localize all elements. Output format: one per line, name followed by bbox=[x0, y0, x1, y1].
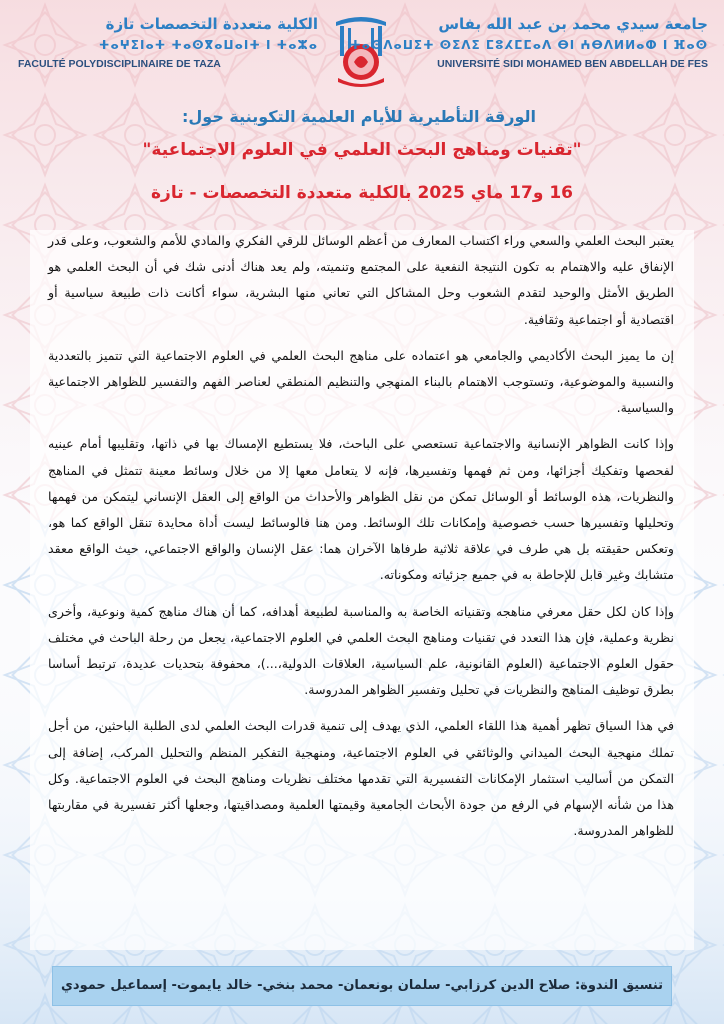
university-name-arabic: جامعة سيدي محمد بن عبد الله بفاس bbox=[438, 15, 708, 33]
paragraph: وإذا كانت الظواهر الإنسانية والاجتماعية تستعصي على الباحث، فلا يستطيع الإمساك بها في ذاتها، وتقليبها أمام عينيه لفحصها وتفكيك أجزائها، ومن ثم فهمها وتفسيرها، فإنه لا يتعامل معها إلا من خلال وسائط معينة تتمثل في المناهج والنظريات، هذه الوسائط أو الوسائل تمكن من نقل الظواهر والأحداث من الواقع إلى العقل الإنساني ليتمكن من فهمها وتحليلها وتفسيرها حسب خصوصية وإمكانات تلك الوسائط. ومن هنا فالوسائط ليست أداة محايدة تنقل الواقع كما هو، وتعكس حقيقته بل هي طرف في علاقة ثلاثية طرفاها الآخران هما: عقل الإنسان والواقع الاجتماعي، حيث الواقع معقد متشابك وغير قابل للإحاطة به في جميع جزئياته ومكوناته. bbox=[48, 436, 674, 583]
document-title-intro: الورقة التأطيرية للأيام العلمية التكوينية حول: bbox=[182, 107, 536, 126]
paragraph: إن ما يميز البحث الأكاديمي والجامعي هو اعتماده على مناهج البحث العلمي في العلوم الاجتماعية التي تتميز بالتعددية والنسبية والموضوعية، وتستوجب الاهتمام بالبناء المنهجي والتنظيم المنطقي لعناصر الفهم والتفسير للظواهر الاجتماعية والسياسية. bbox=[48, 347, 674, 416]
paragraph: وإذا كان لكل حقل معرفي مناهجه وتقنياته الخاصة به والمناسبة لطبيعة أهدافه، كما أن هناك مناهج كمية ونوعية، وأخرى نظرية وعملية، فإن هذا التعدد في تقنيات ومناهج البحث العلمي في العلوم الاجتماعية، يجعل من رحلة الباحث في مختلف حقول العلوم الاجتماعية (العلوم القانونية، علم السياسية، العلاقات الدولية،...)، محفوفة بتحديات عديدة، ترتبط أساسا بطرق توظيف المناهج والنظريات في تحليل وتفسير الظواهر المدروسة. bbox=[48, 603, 674, 698]
faculty-header bbox=[18, 14, 318, 72]
faculty-name-french: FACULTÉ POLYDISCIPLINAIRE DE TAZA bbox=[18, 58, 221, 70]
faculty-name-arabic: الكلية متعددة التخصصات تازة bbox=[105, 15, 318, 33]
faculty-name-tifinagh: ⵜⴰⵖⵉⵏⴰⵜ ⵜⴰⵙⴳⴰⵡⴰⵏⵜ ⵏ ⵜⴰⵣⴰ bbox=[98, 38, 318, 52]
university-header bbox=[350, 14, 708, 72]
coordination-footer: تنسيق الندوة: صلاح الدين كرزابي- سلمان بونعمان- محمد بنخي- خالد يايموت- إسماعيل حمودي bbox=[52, 966, 672, 1006]
document-title-date-venue: 16 و17 ماي 2025 بالكلية متعددة التخصصات - تازة bbox=[151, 183, 573, 203]
paragraph: في هذا السياق تظهر أهمية هذا اللقاء العلمي، الذي يهدف إلى تنمية قدرات البحث العلمي لدى الطلبة الباحثين، من أجل تملك منهجية البحث الميداني والوثائقي في العلوم الاجتماعية، ومنهجية التفكير المنظم والتحليل المركب، إضافة إلى التمكن من أساليب استثمار الإمكانات التفسيرية التي تقدمها مختلف نظريات ومناهج البحث في العلوم الاجتماعية. وكل هذا من شأنه الإسهام في الرفع من جودة الأبحاث الجامعية وقيمتها العلمية ومصداقيتها، وجعلها أكثر تفسيرية في مقاربتها للظواهر المدروسة. bbox=[48, 718, 674, 839]
document-body bbox=[48, 228, 674, 854]
university-name-tifinagh: ⵜⴰⵙⴷⴰⵡⵉⵜ ⵙⵉⴷⵉ ⵎⵓⵃⵎⵎⴰⴷ ⴱⵏ ⵄⴱⴷⵍⵍⴰⵀ ⵏ ⴼⴰⵙ bbox=[350, 38, 708, 52]
document-title-topic: "تقنيات ومناهج البحث العلمي في العلوم الاجتماعية" bbox=[142, 140, 582, 160]
paragraph: يعتبر البحث العلمي والسعي وراء اكتساب المعارف من أعظم الوسائل للرقي الفكري والمادي للأمم والشعوب، وعلى قدر الإنفاق عليه والاهتمام به تكون النتيجة النفعية على المجتمع وتنميته، ولم يعد هناك أدنى شك في أن البحث العلمي هو الطريق الأمثل والوحيد لتقدم الشعوب وحل المشاكل التي تعاني منها البشرية، سواء أكانت ذات طبيعة سياسية أو اقتصادية أو اجتماعية وثقافية. bbox=[48, 233, 674, 327]
university-name-french: UNIVERSITÉ SIDI MOHAMED BEN ABDELLAH DE FES bbox=[437, 58, 708, 70]
